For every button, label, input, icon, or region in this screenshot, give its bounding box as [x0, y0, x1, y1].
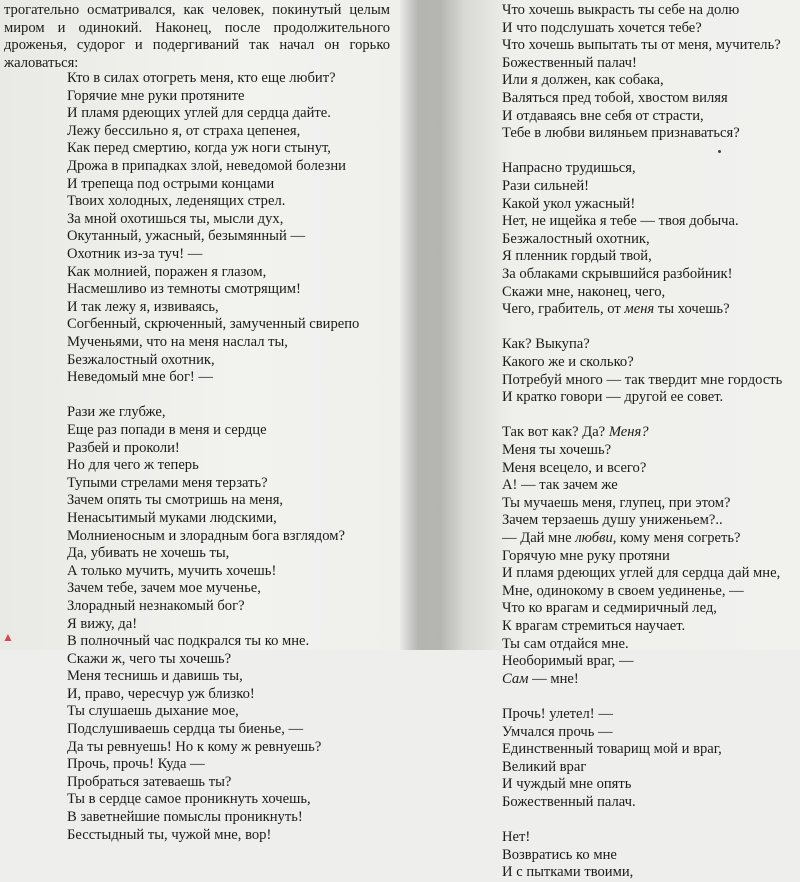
verse-line: Так вот как? Да? Меня?: [502, 424, 649, 441]
verse-line: Я вижу, да!: [67, 615, 138, 632]
verse-line: Дрожа в припадках злой, неведомой болезни: [67, 157, 346, 174]
verse-line: Меня всецело, и всего?: [502, 459, 647, 476]
verse-line: Великий враг: [502, 758, 587, 775]
verse-line: Твоих холодных, леденящих стрел.: [67, 193, 286, 210]
verse-line: Божественный палач!: [502, 54, 637, 71]
verse-line: Валяться пред тобой, хвостом виляя: [502, 89, 728, 106]
verse-line: Горячую мне руку протяни: [502, 547, 670, 564]
right-page: [440, 0, 800, 881]
verse-line: Тупыми стрелами меня терзать?: [67, 474, 268, 491]
verse-line: В полночный час подкрался ты ко мне.: [67, 633, 310, 650]
verse-line: И пламя рдеющих углей для сердца дай мне,: [502, 565, 781, 582]
verse-line: Возвратись ко мне: [502, 846, 617, 863]
verse-line: Подслушиваешь сердца ты биенье, —: [67, 721, 304, 738]
verse-line: Умчался прочь —: [502, 723, 613, 740]
verse-line: Ты мучаешь меня, глупец, при этом?: [502, 494, 731, 511]
verse-line: Как перед смертию, когда уж ноги стынут,: [67, 140, 331, 157]
verse-line: Ты сам отдайся мне.: [502, 635, 629, 652]
verse-line: Меня ты хочешь?: [502, 441, 612, 458]
verse-line: И так лежу я, извиваясь,: [67, 298, 219, 315]
verse-line: За облаками скрывшийся разбойник!: [502, 265, 733, 282]
verse-line: Что хочешь выкрасть ты себе на долю: [502, 2, 740, 18]
verse-line: Злорадный незнакомый бог?: [67, 597, 245, 614]
verse-line: Какой укол ужасный!: [502, 195, 636, 212]
stanza: [502, 424, 780, 688]
verse-line: Чего, грабитель, от меня ты хочешь?: [502, 301, 730, 318]
verse-line: Что ко врагам и седмиричный лед,: [502, 600, 717, 617]
verse-line: Единственный товарищ мой и враг,: [502, 741, 722, 758]
verse-line: Разбей и проколи!: [67, 439, 180, 456]
verse-line: Окутанный, ужасный, безымянный —: [67, 228, 306, 245]
verse-line: Зачем опять ты смотришь на меня,: [67, 492, 284, 509]
verse-line: Лежу бессильно я, от страха цепенея,: [67, 122, 301, 139]
verse-line: Божественный палач.: [502, 793, 636, 810]
verse-line: Что хочешь выпытать ты от меня, мучитель?: [502, 37, 781, 54]
verse-line: Ненасытимый муками людскими,: [67, 509, 277, 526]
verse-line: А! — так зачем же: [502, 477, 618, 494]
verse-line: Но для чего ж теперь: [67, 457, 199, 474]
verse-line: А только мучить, мучить хочешь!: [67, 562, 277, 579]
verse-line: Нет!: [502, 829, 531, 846]
verse-line: Скажи ж, чего ты хочешь?: [67, 650, 232, 667]
italic-emphasis: меня: [624, 301, 655, 318]
book-gutter: [400, 0, 440, 650]
verse-line: Как молнией, поражен я глазом,: [67, 263, 267, 280]
verse-line: И отдаваясь вне себя от страсти,: [502, 107, 704, 124]
verse-line: Да, убивать не хочешь ты,: [67, 545, 230, 562]
verse-line: В заветнейшие помыслы проникнуть!: [67, 809, 303, 826]
stanza: [502, 829, 633, 882]
verse-line: Я пленник гордый твой,: [502, 248, 652, 265]
verse-line: — Дай мне любви, кому меня согреть?: [502, 529, 741, 546]
verse-line: И кратко говори — другой ее совет.: [502, 389, 724, 406]
verse-line: И что подслушать хочется тебе?: [502, 19, 702, 36]
scan-mark-icon: ▲: [2, 630, 14, 644]
stanza: [67, 70, 359, 387]
verse-line: Бесстыдный ты, чужой мне, вор!: [67, 826, 272, 843]
verse-line: Нет, не ищейка я тебе — твоя добыча.: [502, 213, 739, 230]
verse-line: Еще раз попади в меня и сердце: [67, 421, 267, 438]
ink-speck-icon: [718, 150, 721, 153]
verse-line: Ты слушаешь дыхание мое,: [67, 703, 239, 720]
verse-line: Молниеносным и злорадным бога взглядом?: [67, 527, 345, 544]
verse-line: Прочь! улетел! —: [502, 706, 613, 722]
verse-line: Сам — мне!: [502, 670, 579, 687]
verse-line: Тебе в любви виляньем признаваться?: [502, 125, 740, 142]
verse-line: И, право, чересчур уж близко!: [67, 685, 255, 702]
verse-line: Да ты ревнуешь! Но к кому ж ревнуешь?: [67, 738, 322, 755]
left-page: [0, 0, 400, 843]
verse-line: Безжалостный охотник,: [67, 351, 215, 368]
verse-line: Охотник из-за туч! —: [67, 245, 203, 262]
verse-line: Или я должен, как собака,: [502, 72, 664, 89]
stanza: [502, 160, 739, 318]
verse-line: Горячие мне руки протяните: [67, 87, 245, 104]
verse-line: Какого же и сколько?: [502, 353, 634, 370]
stanza: [502, 706, 722, 812]
verse-line: Зачем тебе, зачем мое мученье,: [67, 580, 261, 597]
verse-line: Меня теснишь и давишь ты,: [67, 668, 243, 685]
verse-line: И пламя рдеющих углей для сердца дайте.: [67, 105, 331, 122]
verse-line: Как? Выкупа?: [502, 336, 590, 353]
verse-line: Напрасно трудишься,: [502, 160, 636, 177]
verse-line: Необоримый враг, —: [502, 653, 634, 670]
verse-line: Скажи мне, наконец, чего,: [502, 283, 666, 300]
verse-line: Мне, одинокому в своем уединенье, —: [502, 582, 744, 599]
stanza: [67, 404, 345, 844]
stanza: [502, 2, 781, 143]
verse-line: Потребуй много — так твердит мне гордость: [502, 371, 783, 388]
verse-line: Пробраться затеваешь ты?: [67, 773, 232, 790]
verse-line: Кто в силах отогреть меня, кто еще любит?: [67, 70, 336, 86]
verse-line: За мной охотишься ты, мысли дух,: [67, 210, 284, 227]
stanza: [502, 336, 782, 406]
intro-paragraph: трогательно осматривался, как человек, покинутый целым миром и одинокий. Наконец, после продолжительного дроженья, судорог и подергиваний так начал он горько жаловаться:: [4, 2, 390, 71]
verse-line: Прочь, прочь! Куда —: [67, 756, 205, 773]
verse-line: Мученьями, что на меня наслал ты,: [67, 333, 288, 350]
italic-emphasis: Сам: [502, 670, 529, 687]
verse-line: К врагам стремиться научает.: [502, 617, 686, 634]
verse-line: И трепеща под острыми концами: [67, 175, 275, 192]
italic-emphasis: Меня?: [608, 424, 649, 441]
verse-line: Рази сильней!: [502, 177, 589, 194]
verse-line: И с пытками твоими,: [502, 864, 634, 881]
verse-line: И чуждый мне опять: [502, 776, 632, 793]
verse-line: Зачем терзаешь душу униженьем?..: [502, 512, 723, 529]
verse-line: Безжалостный охотник,: [502, 230, 650, 247]
verse-line: Ты в сердце самое проникнуть хочешь,: [67, 791, 311, 808]
verse-line: Насмешливо из темноты смотрящим!: [67, 281, 301, 298]
verse-line: Согбенный, скрюченный, замученный свирепо: [67, 316, 360, 333]
verse-line: Рази же глубже,: [67, 404, 166, 421]
italic-emphasis: любви: [575, 529, 613, 546]
verse-line: Неведомый мне бог! —: [67, 369, 214, 386]
